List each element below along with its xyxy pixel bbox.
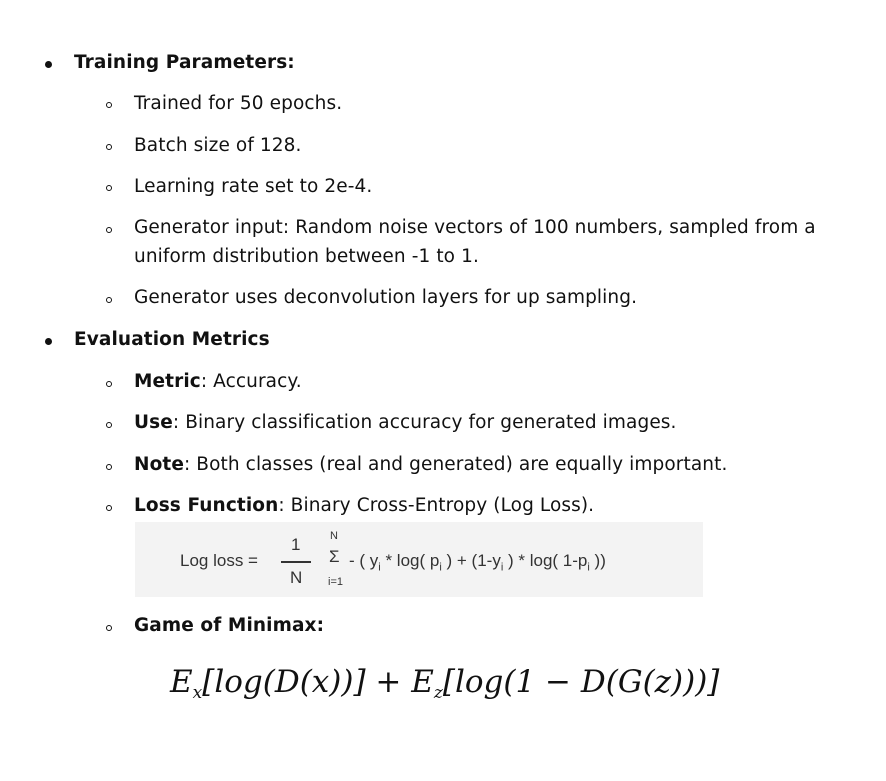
circle-bullet-icon [106,102,112,108]
formula-sub: i [587,561,590,574]
circle-bullet-icon [106,464,112,470]
circle-bullet-icon [106,422,112,428]
item-text: : Binary Cross-Entropy (Log Loss). [278,495,595,516]
item-label: Metric [134,371,201,392]
formula-part: )) [589,551,606,570]
formula-sub: i [439,561,442,574]
section-heading-evaluation: Evaluation Metrics [74,329,270,350]
sum-lower: i=1 [328,576,343,588]
list-item [134,408,677,437]
list-item-line2: uniform distribution between -1 to 1. [134,246,479,267]
formula-part: E [170,664,193,700]
minimax-formula [170,664,719,703]
fraction-bar [281,561,311,563]
formula-numerator: 1 [291,535,301,554]
formula-sub: x [192,683,203,703]
list-item: Generator uses deconvolution layers for up sampling. [134,287,638,308]
circle-bullet-icon [106,297,112,303]
list-item: Learning rate set to 2e-4. [134,176,373,197]
formula-sub: i [378,561,381,574]
formula-part: ) * log( 1-p [503,551,588,570]
circle-bullet-icon [106,505,112,511]
item-text: : Accuracy. [200,371,302,392]
item-label: Loss Function [134,495,279,516]
formula-sub: z [433,683,443,703]
item-text: : Both classes (real and generated) are equally important. [183,454,728,475]
formula-body [349,551,606,573]
sum-upper: N [330,530,338,542]
circle-bullet-icon [106,144,112,150]
formula-part: - ( y [349,551,379,570]
circle-bullet-icon [106,185,112,191]
section-heading-training: Training Parameters: [74,52,295,73]
list-item: Trained for 50 epochs. [134,93,343,114]
formula-part: * log( p [380,551,440,570]
sum-symbol: Σ [329,547,340,566]
bullet-icon [45,338,52,345]
list-item [134,450,727,479]
formula-lhs: Log loss = [180,551,258,570]
circle-bullet-icon [106,227,112,233]
item-text: : Binary classification accuracy for generated images. [172,412,677,433]
item-label: Use [134,412,173,433]
bullet-icon [45,61,52,68]
formula-sub: i [500,561,504,574]
list-item-line1: Generator input: Random noise vectors of 100 numbers, sampled from a [134,217,816,238]
formula-part: E [411,664,434,700]
formula-part: [log(D(x))] + [202,664,412,700]
list-item-minimax: Game of Minimax: [134,615,325,636]
list-item [134,367,302,396]
item-label: Note [134,454,184,475]
formula-part: [log(1 − D(G(z)))] [442,664,720,700]
formula-denominator: N [290,568,303,587]
formula-part: ) + (1-y [441,551,501,570]
circle-bullet-icon [106,381,112,387]
list-item: Batch size of 128. [134,135,302,156]
log-loss-formula [135,522,703,597]
circle-bullet-icon [106,625,112,631]
list-item [134,491,594,520]
